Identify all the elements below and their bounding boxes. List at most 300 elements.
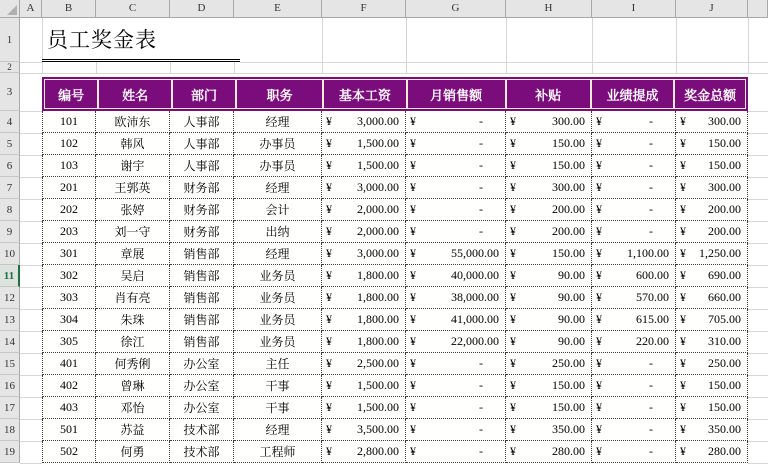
gridline — [20, 309, 42, 310]
gridline — [506, 18, 507, 62]
currency-symbol: ¥ — [680, 356, 686, 370]
cell-title[interactable]: 业务员 — [234, 331, 322, 353]
cell-id[interactable]: 304 — [42, 309, 96, 331]
column-header-E[interactable]: E — [234, 0, 322, 17]
cell-salary[interactable] — [322, 265, 406, 287]
column-header-C[interactable]: C — [96, 0, 170, 17]
gridline — [748, 309, 768, 310]
cell-subsidy[interactable] — [506, 221, 592, 243]
row-header-14[interactable]: 14 — [0, 331, 20, 353]
cell-total[interactable] — [676, 375, 748, 397]
cell-total[interactable] — [676, 111, 748, 133]
cell-title[interactable]: 出纳 — [234, 221, 322, 243]
gridline — [20, 62, 42, 63]
cell-salary[interactable] — [322, 221, 406, 243]
page-title: 员工奖金表 — [47, 28, 157, 52]
cell-commission[interactable] — [592, 375, 676, 397]
table-row — [42, 375, 748, 397]
gridline — [748, 243, 768, 244]
cell-salary[interactable] — [322, 375, 406, 397]
gridline — [748, 331, 768, 332]
cell-title[interactable]: 业务员 — [234, 265, 322, 287]
cell-total[interactable] — [676, 221, 748, 243]
column-title-2[interactable]: 姓名 — [99, 80, 171, 108]
cell-salary[interactable] — [322, 397, 406, 419]
amount-value: 3,000.00 — [357, 246, 399, 260]
row-header-11[interactable]: 11 — [0, 265, 20, 287]
cell-sales[interactable] — [406, 331, 506, 353]
cell-title[interactable]: 会计 — [234, 199, 322, 221]
row-header-6[interactable]: 6 — [0, 155, 20, 177]
column-title-4[interactable]: 职务 — [237, 80, 322, 108]
table-row — [42, 177, 748, 199]
cell-dept[interactable]: 人事部 — [170, 155, 234, 177]
column-title-3[interactable]: 部门 — [173, 80, 235, 108]
cell-commission[interactable] — [592, 397, 676, 419]
column-header-G[interactable]: G — [406, 0, 506, 17]
currency-symbol: ¥ — [680, 290, 686, 304]
row-header-16[interactable]: 16 — [0, 375, 20, 397]
cell-total[interactable] — [676, 243, 748, 265]
cell-subsidy[interactable] — [506, 397, 592, 419]
cell-total[interactable] — [676, 133, 748, 155]
gridline — [748, 177, 768, 178]
cell-dept[interactable]: 办公室 — [170, 353, 234, 375]
cell-id[interactable]: 402 — [42, 375, 96, 397]
currency-symbol: ¥ — [326, 290, 332, 304]
cell-commission[interactable] — [592, 353, 676, 375]
cell-name[interactable]: 苏益 — [96, 419, 170, 441]
amount-value: 690.00 — [708, 268, 741, 282]
amount-value: - — [649, 180, 653, 194]
cell-name[interactable]: 张婷 — [96, 199, 170, 221]
cell-total[interactable] — [676, 309, 748, 331]
currency-symbol: ¥ — [510, 224, 516, 238]
cell-salary[interactable] — [322, 353, 406, 375]
gridline — [748, 155, 768, 156]
cell-sales[interactable] — [406, 133, 506, 155]
cell-name[interactable]: 邓怡 — [96, 397, 170, 419]
cell-title[interactable]: 经理 — [234, 177, 322, 199]
currency-symbol: ¥ — [680, 422, 686, 436]
gridline — [20, 155, 42, 156]
cell-id[interactable]: 202 — [42, 199, 96, 221]
column-title-7[interactable]: 补贴 — [507, 80, 590, 108]
cell-title[interactable]: 办事员 — [234, 155, 322, 177]
cell-commission[interactable] — [592, 441, 676, 463]
select-all-button[interactable] — [0, 0, 20, 17]
amount-value: 150.00 — [708, 136, 741, 150]
cell-title[interactable]: 主任 — [234, 353, 322, 375]
cell-salary[interactable] — [322, 419, 406, 441]
cell-subsidy[interactable] — [506, 177, 592, 199]
gridline — [592, 62, 593, 73]
cell-title[interactable]: 经理 — [234, 243, 322, 265]
cell-salary[interactable] — [322, 177, 406, 199]
currency-symbol: ¥ — [510, 136, 516, 150]
cell-sales[interactable] — [406, 397, 506, 419]
currency-symbol: ¥ — [596, 422, 602, 436]
cell-commission[interactable] — [592, 287, 676, 309]
cell-name[interactable]: 何勇 — [96, 441, 170, 463]
column-title-9[interactable]: 奖金总额 — [675, 80, 745, 108]
cell-salary[interactable] — [322, 111, 406, 133]
amount-value: 350.00 — [552, 422, 585, 436]
currency-symbol: ¥ — [410, 136, 416, 150]
currency-symbol: ¥ — [680, 246, 686, 260]
gridline — [748, 18, 749, 62]
currency-symbol: ¥ — [510, 334, 516, 348]
amount-value: 1,800.00 — [357, 268, 399, 282]
column-header-J[interactable]: J — [676, 0, 748, 17]
currency-symbol: ¥ — [326, 312, 332, 326]
cell-dept[interactable]: 销售部 — [170, 265, 234, 287]
column-title-8[interactable]: 业绩提成 — [592, 80, 673, 108]
cell-total[interactable] — [676, 199, 748, 221]
cell-commission[interactable] — [592, 265, 676, 287]
cell-sales[interactable] — [406, 353, 506, 375]
currency-symbol: ¥ — [680, 224, 686, 238]
table-row — [42, 287, 748, 309]
cell-dept[interactable]: 办公室 — [170, 397, 234, 419]
amount-value: 1,500.00 — [357, 378, 399, 392]
cell-name[interactable]: 徐江 — [96, 331, 170, 353]
cell-name[interactable]: 肖有亮 — [96, 287, 170, 309]
amount-value: 90.00 — [558, 290, 585, 304]
table-row — [42, 441, 748, 463]
table-row — [42, 199, 748, 221]
cell-commission[interactable] — [592, 243, 676, 265]
amount-value: 250.00 — [708, 356, 741, 370]
currency-symbol: ¥ — [510, 290, 516, 304]
currency-symbol: ¥ — [680, 180, 686, 194]
gridline — [20, 265, 42, 266]
column-title-6[interactable]: 月销售额 — [408, 80, 505, 108]
cell-id[interactable]: 203 — [42, 221, 96, 243]
amount-value: 1,500.00 — [357, 400, 399, 414]
cell-total[interactable] — [676, 331, 748, 353]
currency-symbol: ¥ — [410, 422, 416, 436]
cell-subsidy[interactable] — [506, 155, 592, 177]
cell-id[interactable]: 403 — [42, 397, 96, 419]
cell-subsidy[interactable] — [506, 375, 592, 397]
cell-id[interactable]: 103 — [42, 155, 96, 177]
sheet-area — [20, 18, 768, 463]
cell-sales[interactable] — [406, 177, 506, 199]
row-header-10[interactable]: 10 — [0, 243, 20, 265]
cell-id[interactable]: 305 — [42, 331, 96, 353]
cell-name[interactable]: 朱珠 — [96, 309, 170, 331]
currency-symbol: ¥ — [680, 114, 686, 128]
currency-symbol: ¥ — [596, 136, 602, 150]
amount-value: 2,000.00 — [357, 202, 399, 216]
currency-symbol: ¥ — [680, 400, 686, 414]
cell-salary[interactable] — [322, 133, 406, 155]
currency-symbol: ¥ — [410, 334, 416, 348]
cell-dept[interactable]: 财务部 — [170, 177, 234, 199]
cell-id[interactable]: 201 — [42, 177, 96, 199]
gridline — [676, 62, 677, 73]
amount-value: - — [649, 224, 653, 238]
cell-subsidy[interactable] — [506, 309, 592, 331]
cell-name[interactable]: 章展 — [96, 243, 170, 265]
cell-dept[interactable]: 销售部 — [170, 243, 234, 265]
currency-symbol: ¥ — [680, 312, 686, 326]
column-header-D[interactable]: D — [170, 0, 234, 17]
cell-total[interactable] — [676, 397, 748, 419]
cell-sales[interactable] — [406, 243, 506, 265]
row-header-9[interactable]: 9 — [0, 221, 20, 243]
amount-value: 200.00 — [552, 224, 585, 238]
gridline — [748, 111, 768, 112]
row-header-1[interactable]: 1 — [0, 18, 20, 62]
cell-name[interactable]: 吴启 — [96, 265, 170, 287]
gridline — [20, 375, 42, 376]
column-header-B[interactable]: B — [42, 0, 96, 17]
row-header-13[interactable]: 13 — [0, 309, 20, 331]
column-header-H[interactable]: H — [506, 0, 592, 17]
amount-value: - — [479, 356, 483, 370]
amount-value: - — [649, 422, 653, 436]
cell-name[interactable]: 何秀俐 — [96, 353, 170, 375]
cell-salary[interactable] — [322, 199, 406, 221]
cell-total[interactable] — [676, 419, 748, 441]
cell-dept[interactable]: 办公室 — [170, 375, 234, 397]
cell-sales[interactable] — [406, 309, 506, 331]
cell-name[interactable]: 王郭英 — [96, 177, 170, 199]
cell-salary[interactable] — [322, 243, 406, 265]
cell-dept[interactable]: 人事部 — [170, 111, 234, 133]
currency-symbol: ¥ — [596, 378, 602, 392]
cell-commission[interactable] — [592, 133, 676, 155]
cell-sales[interactable] — [406, 111, 506, 133]
cell-sales[interactable] — [406, 265, 506, 287]
amount-value: 90.00 — [558, 334, 585, 348]
cell-commission[interactable] — [592, 177, 676, 199]
table-row — [42, 133, 748, 155]
cell-id[interactable]: 401 — [42, 353, 96, 375]
cell-id[interactable]: 102 — [42, 133, 96, 155]
cell-title[interactable]: 经理 — [234, 419, 322, 441]
cell-id[interactable]: 301 — [42, 243, 96, 265]
amount-value: 1,500.00 — [357, 136, 399, 150]
cell-title[interactable]: 干事 — [234, 375, 322, 397]
cell-commission[interactable] — [592, 309, 676, 331]
cell-salary[interactable] — [322, 331, 406, 353]
amount-value: - — [649, 356, 653, 370]
currency-symbol: ¥ — [596, 444, 602, 458]
currency-symbol: ¥ — [510, 400, 516, 414]
amount-value: - — [479, 114, 483, 128]
cell-subsidy[interactable] — [506, 133, 592, 155]
currency-symbol: ¥ — [680, 334, 686, 348]
amount-value: 615.00 — [636, 312, 669, 326]
table-row — [42, 155, 748, 177]
cell-dept[interactable]: 技术部 — [170, 419, 234, 441]
column-header-F[interactable]: F — [322, 0, 406, 17]
row-header-2[interactable]: 2 — [0, 62, 20, 73]
row-header-15[interactable]: 15 — [0, 353, 20, 375]
cell-subsidy[interactable] — [506, 265, 592, 287]
row-header-5[interactable]: 5 — [0, 133, 20, 155]
column-header-I[interactable]: I — [592, 0, 676, 17]
cell-subsidy[interactable] — [506, 353, 592, 375]
title-cell[interactable] — [42, 18, 240, 62]
cell-subsidy[interactable] — [506, 287, 592, 309]
cell-id[interactable]: 502 — [42, 441, 96, 463]
cell-title[interactable]: 工程师 — [234, 441, 322, 463]
cell-commission[interactable] — [592, 331, 676, 353]
column-title-5[interactable]: 基本工资 — [324, 80, 405, 108]
gridline — [748, 353, 768, 354]
gridline — [20, 243, 42, 244]
row-header-column — [0, 18, 20, 463]
row-header-8[interactable]: 8 — [0, 199, 20, 221]
currency-symbol: ¥ — [326, 356, 332, 370]
amount-value: 570.00 — [636, 290, 669, 304]
cell-salary[interactable] — [322, 287, 406, 309]
cell-commission[interactable] — [592, 221, 676, 243]
row-header-7[interactable]: 7 — [0, 177, 20, 199]
cell-dept[interactable]: 人事部 — [170, 133, 234, 155]
currency-symbol: ¥ — [510, 202, 516, 216]
cell-title[interactable]: 业务员 — [234, 309, 322, 331]
currency-symbol: ¥ — [326, 114, 332, 128]
column-title-1[interactable]: 编号 — [45, 80, 97, 108]
cell-title[interactable]: 办事员 — [234, 133, 322, 155]
cell-name[interactable]: 谢宇 — [96, 155, 170, 177]
amount-value: 2,000.00 — [357, 224, 399, 238]
cell-subsidy[interactable] — [506, 419, 592, 441]
cell-name[interactable]: 欧沛东 — [96, 111, 170, 133]
currency-symbol: ¥ — [510, 356, 516, 370]
cell-subsidy[interactable] — [506, 441, 592, 463]
currency-symbol: ¥ — [326, 400, 332, 414]
cell-sales[interactable] — [406, 419, 506, 441]
amount-value: - — [479, 400, 483, 414]
cell-title[interactable]: 经理 — [234, 111, 322, 133]
cell-dept[interactable]: 销售部 — [170, 287, 234, 309]
cell-name[interactable]: 刘一守 — [96, 221, 170, 243]
amount-value: 660.00 — [708, 290, 741, 304]
cell-dept[interactable]: 销售部 — [170, 309, 234, 331]
column-header-A[interactable]: A — [20, 0, 42, 17]
amount-value: - — [649, 158, 653, 172]
table-row — [42, 397, 748, 419]
amount-value: 300.00 — [708, 114, 741, 128]
cell-salary[interactable] — [322, 309, 406, 331]
cell-sales[interactable] — [406, 155, 506, 177]
amount-value: 705.00 — [708, 312, 741, 326]
column-header-bar — [0, 0, 768, 18]
gridline — [20, 177, 42, 178]
cell-sales[interactable] — [406, 375, 506, 397]
row-header-4[interactable]: 4 — [0, 111, 20, 133]
cell-title[interactable]: 业务员 — [234, 287, 322, 309]
gridline — [20, 111, 42, 112]
currency-symbol: ¥ — [510, 180, 516, 194]
cell-id[interactable]: 101 — [42, 111, 96, 133]
currency-symbol: ¥ — [410, 400, 416, 414]
bonus-table-body — [42, 111, 748, 463]
amount-value: - — [649, 400, 653, 414]
cell-sales[interactable] — [406, 287, 506, 309]
currency-symbol: ¥ — [326, 334, 332, 348]
cell-commission[interactable] — [592, 155, 676, 177]
amount-value: - — [479, 202, 483, 216]
cell-name[interactable]: 曾琳 — [96, 375, 170, 397]
amount-value: 1,100.00 — [627, 246, 669, 260]
cell-salary[interactable] — [322, 155, 406, 177]
row-header-17[interactable]: 17 — [0, 397, 20, 419]
cell-commission[interactable] — [592, 419, 676, 441]
column-header-partial — [748, 0, 768, 17]
bonus-table-header-row — [42, 77, 748, 111]
currency-symbol: ¥ — [410, 268, 416, 282]
cell-total[interactable] — [676, 441, 748, 463]
cell-name[interactable]: 韩风 — [96, 133, 170, 155]
cell-commission[interactable] — [592, 111, 676, 133]
currency-symbol: ¥ — [680, 158, 686, 172]
cell-total[interactable] — [676, 265, 748, 287]
cell-subsidy[interactable] — [506, 199, 592, 221]
cell-id[interactable]: 302 — [42, 265, 96, 287]
cell-sales[interactable] — [406, 221, 506, 243]
gridline — [20, 353, 42, 354]
cell-sales[interactable] — [406, 199, 506, 221]
cell-total[interactable] — [676, 353, 748, 375]
cell-id[interactable]: 501 — [42, 419, 96, 441]
gridline — [748, 265, 768, 266]
gridline — [748, 287, 768, 288]
amount-value: 150.00 — [708, 378, 741, 392]
cell-dept[interactable]: 财务部 — [170, 199, 234, 221]
amount-value: 40,000.00 — [451, 268, 499, 282]
currency-symbol: ¥ — [326, 246, 332, 260]
amount-value: 90.00 — [558, 268, 585, 282]
cell-title[interactable]: 干事 — [234, 397, 322, 419]
currency-symbol: ¥ — [596, 224, 602, 238]
amount-value: - — [649, 114, 653, 128]
row-header-19[interactable]: 19 — [0, 441, 20, 463]
row-header-3[interactable]: 3 — [0, 73, 20, 111]
cell-total[interactable] — [676, 155, 748, 177]
currency-symbol: ¥ — [596, 334, 602, 348]
amount-value: 150.00 — [552, 158, 585, 172]
cell-dept[interactable]: 技术部 — [170, 441, 234, 463]
row-header-12[interactable]: 12 — [0, 287, 20, 309]
cell-total[interactable] — [676, 177, 748, 199]
cell-dept[interactable]: 销售部 — [170, 331, 234, 353]
cell-salary[interactable] — [322, 441, 406, 463]
cell-total[interactable] — [676, 287, 748, 309]
currency-symbol: ¥ — [326, 378, 332, 392]
currency-symbol: ¥ — [680, 136, 686, 150]
cell-commission[interactable] — [592, 199, 676, 221]
gridline — [240, 62, 768, 63]
cell-subsidy[interactable] — [506, 111, 592, 133]
cell-id[interactable]: 303 — [42, 287, 96, 309]
currency-symbol: ¥ — [680, 202, 686, 216]
amount-value: - — [649, 378, 653, 392]
cell-subsidy[interactable] — [506, 243, 592, 265]
cell-dept[interactable]: 财务部 — [170, 221, 234, 243]
gridline — [170, 62, 171, 73]
cell-subsidy[interactable] — [506, 331, 592, 353]
cell-sales[interactable] — [406, 441, 506, 463]
row-header-18[interactable]: 18 — [0, 419, 20, 441]
amount-value: - — [649, 202, 653, 216]
